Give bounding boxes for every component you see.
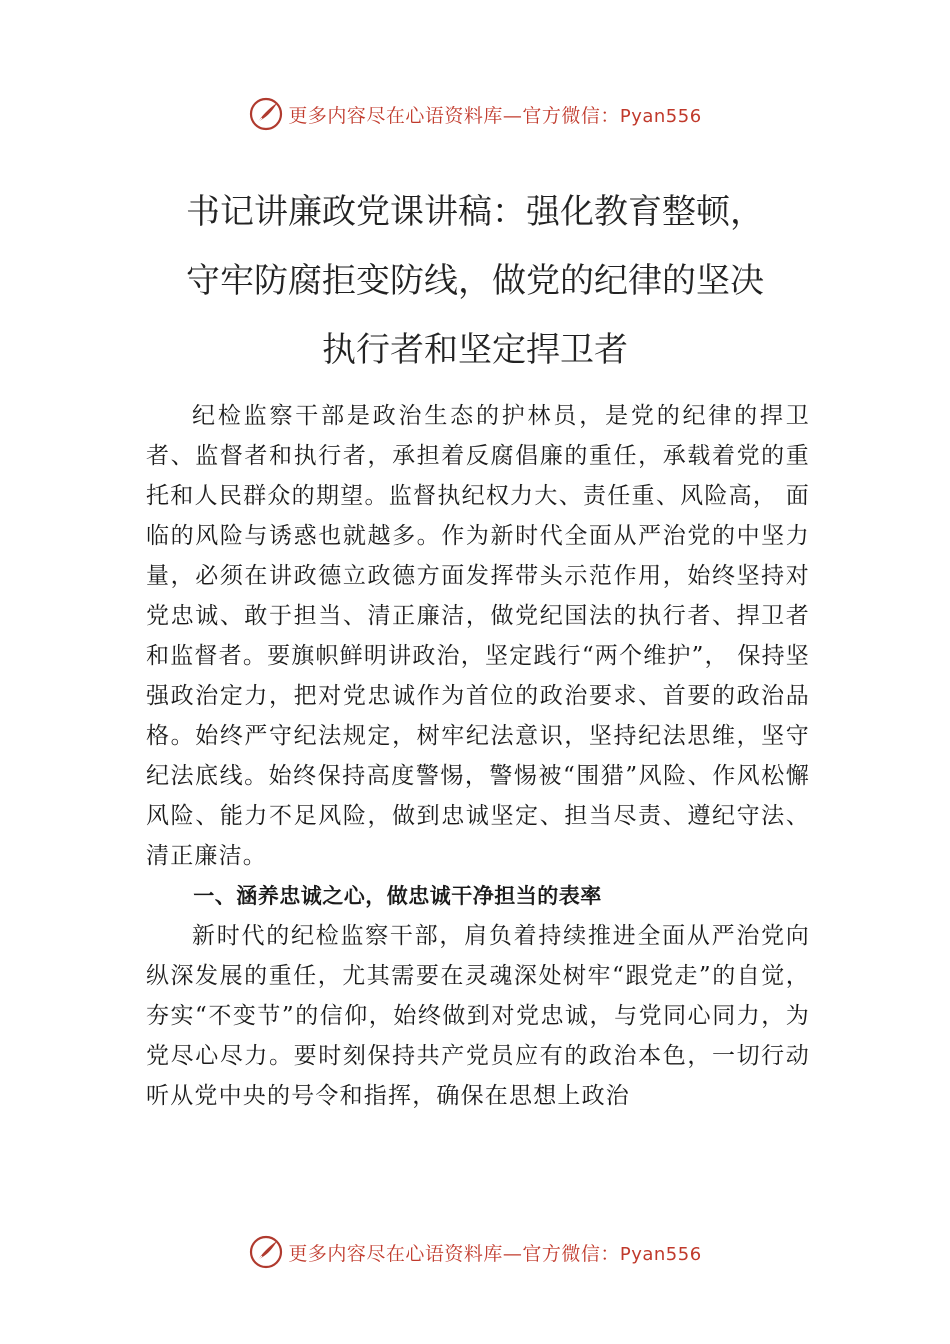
title-line-1: 书记讲廉政党课讲稿：强化教育整顿， [186, 192, 764, 232]
title-line-2: 守牢防腐拒变防线，做党的纪律的坚决 [186, 261, 764, 301]
paragraph-1: 纪检监察干部是政治生态的护林员，是党的纪律的捍卫者、监督者和执行者，承担着反腐倡廉的重任，承载着党的重托和人民群众的期望。监督执纪权力大、责任重、风险高， 面临的风险与诱惑也就越多。作为新时代全面从严治党的中坚力量，必须在讲政德立政德方面发挥带头示范作用，始终坚持对党忠诚、敢于担当、清正廉洁，做党纪国法的执行者、捍卫者和监督者。要旗帜鲜明讲政治，坚定践行“两个维护”， 保持坚强政治定力，把对党忠诚作为首位的政治要求、首要的政治品格。始终严守纪法规定，树牢纪法意识，坚持纪法思维，坚守纪法底线。始终保持高度警惕，警惕被“围猎”风险、作风松懈风险、能力不足风险，做到忠诚坚定、担当尽责、遵纪守法、清正廉洁。 [146, 403, 810, 869]
paragraph-2: 新时代的纪检监察干部，肩负着持续推进全面从严治党向纵深发展的重任，尤其需要在灵魂深处树牢“跟党走”的自觉，夯实“不变节”的信仰，始终做到对党忠诚，与党同心同力，为党尽心尽力。要时刻保持共产党员应有的政治本色，一切行动听从党中央的号令和指挥，确保在思想上政治 [146, 923, 810, 1109]
header-wechat-id: Pyan556 [619, 105, 702, 127]
document-title [60, 178, 890, 385]
quill-pen-logo-icon [248, 96, 284, 132]
title-line-3: 执行者和坚定捍卫者 [322, 330, 628, 370]
header-banner-text: 更多内容尽在心语资料库—官方微信：Pyan556 [288, 104, 702, 127]
document-body [146, 396, 810, 1116]
footer-banner [0, 1232, 950, 1272]
footer-wechat-id: Pyan556 [619, 1243, 702, 1265]
quill-pen-logo-icon [248, 1234, 284, 1270]
footer-banner-text: 更多内容尽在心语资料库—官方微信：Pyan556 [288, 1242, 702, 1265]
section-1-heading: 一、涵养忠诚之心，做忠诚干净担当的表率 [193, 884, 602, 908]
header-banner [0, 94, 950, 134]
